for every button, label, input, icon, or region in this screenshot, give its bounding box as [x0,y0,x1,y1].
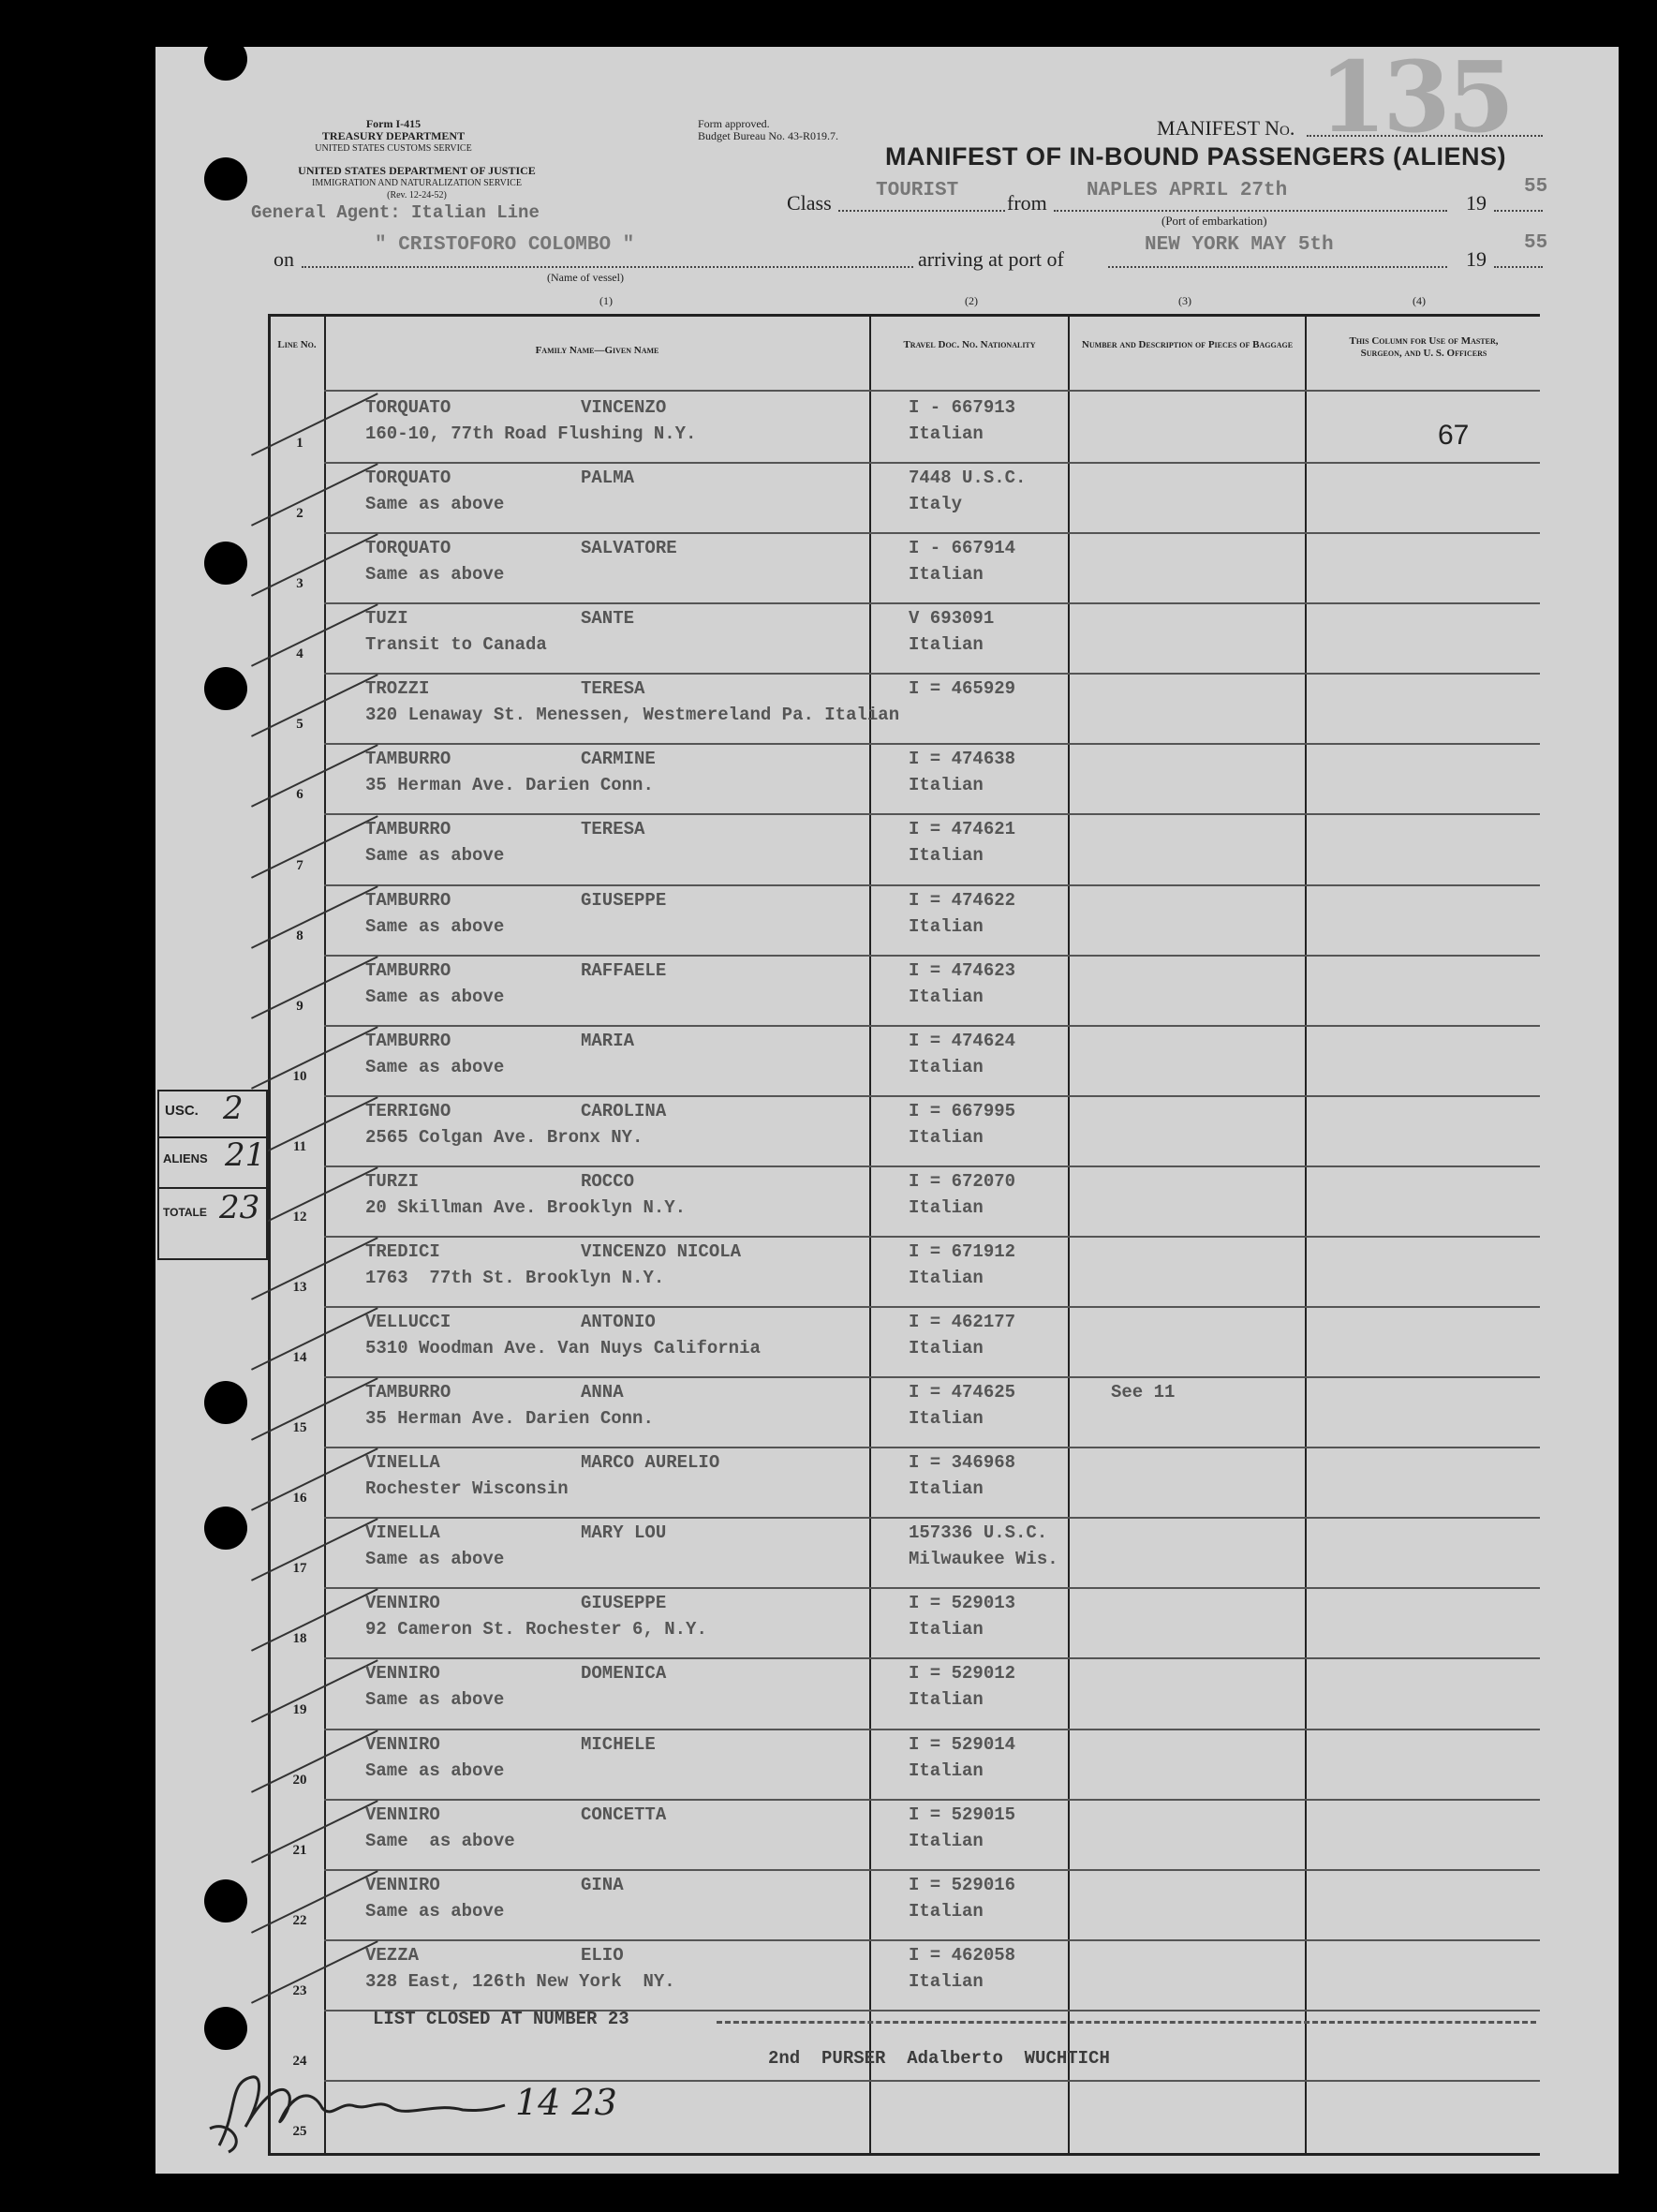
treasury-dept: TREASURY DEPARTMENT [321,129,466,142]
col-divider-line-no [324,314,326,2153]
class-line [838,210,1005,212]
class-label: Class [787,191,832,215]
given-name: SANTE [581,608,635,629]
family-name: VENNIRO [365,1875,440,1895]
row-divider [324,813,1540,815]
binder-hole [204,1507,247,1550]
family-name: VENNIRO [365,1663,440,1684]
given-name: CARMINE [581,749,656,769]
usc-label: USC. [165,1103,199,1119]
address: Same as above [365,1901,505,1922]
nationality: Italian [909,1268,984,1288]
travel-doc-number: I = 346968 [909,1452,1016,1473]
address: 320 Lenaway St. Menessen, Westmereland Pa. Italian [365,705,900,725]
line-number: 25 [292,2124,307,2139]
address: Same as above [365,916,505,937]
family-name: VINELLA [365,1452,440,1473]
manifest-stamp-number: 135 [1319,39,1512,155]
nationality: Italian [909,564,984,585]
nationality: Italian [909,1971,984,1992]
row-divider [324,743,1540,745]
family-name: TROZZI [365,678,430,699]
header-baggage: Number and Description of Pieces of Baggage [1081,339,1294,350]
line-number: 22 [292,1913,307,1928]
line-number: 13 [292,1280,307,1295]
row-divider [324,1799,1540,1801]
arriving-year-line [1494,266,1543,268]
aliens-label: ALIENS [163,1151,208,1165]
travel-doc-number: I = 462058 [909,1945,1016,1966]
purser-signature-line: 2nd PURSER Adalberto WUCHTICH [768,2048,1110,2069]
travel-doc-number: 157336 U.S.C. [909,1522,1048,1543]
nationality: Italian [909,1478,984,1499]
line-number: 12 [292,1210,307,1225]
family-name: TORQUATO [365,538,451,558]
family-name: TORQUATO [365,468,451,488]
line-number: 23 [292,1983,307,1998]
given-name: ROCCO [581,1171,635,1192]
family-name: VENNIRO [365,1593,440,1613]
binder-hole [204,37,247,81]
from-line [1054,210,1447,212]
header-travel-doc: Travel Doc. No. Nationality [903,339,1036,350]
form-approval [698,118,838,142]
col-divider-travel [1068,314,1070,2153]
line-number: 16 [292,1491,307,1506]
row-divider [324,1376,1540,1378]
address: Same as above [365,1057,505,1077]
arriving-value: NEW YORK MAY 5th [1145,234,1334,256]
nationality: Italian [909,987,984,1007]
given-name: MARCO AURELIO [581,1452,720,1473]
vessel-value: " CRISTOFORO COLOMBO " [375,234,635,256]
col-num-1: (1) [599,294,613,307]
nationality: Italian [909,775,984,795]
header-line-no: Line No. [277,339,317,350]
given-name: ANTONIO [581,1312,656,1332]
address: 92 Cameron St. Rochester 6, N.Y. [365,1619,707,1640]
nationality: Italian [909,916,984,937]
family-name: TAMBURRO [365,960,451,981]
line-number: 6 [296,787,303,802]
binder-hole [204,1381,247,1424]
given-name: CONCETTA [581,1804,667,1825]
family-name: TURZI [365,1171,420,1192]
family-name: TAMBURRO [365,1382,451,1403]
line-number: 8 [296,928,303,943]
travel-doc-number: I = 474623 [909,960,1016,981]
family-name: TORQUATO [365,397,451,418]
address: 1763 77th St. Brooklyn N.Y. [365,1268,665,1288]
row-divider [324,884,1540,886]
given-name: GIUSEPPE [581,890,667,911]
form-approved: Form approved. [698,117,770,130]
family-name: TERRIGNO [365,1101,451,1121]
col-num-3: (3) [1178,294,1191,307]
binder-hole [204,542,247,585]
customs-service: UNITED STATES CUSTOMS SERVICE [315,143,472,154]
form-revision: (Rev. 12-24-52) [387,190,447,200]
nationality: Italy [909,494,963,514]
nationality: Italian [909,1689,984,1710]
year-value: 55 [1524,176,1548,198]
given-name: GIUSEPPE [581,1593,667,1613]
nationality: Italian [909,1901,984,1922]
given-name: DOMENICA [581,1663,667,1684]
given-name: SALVATORE [581,538,677,558]
row-divider [324,1657,1540,1659]
travel-doc-number: I = 474621 [909,819,1016,839]
vessel-line [302,266,913,268]
family-name: TAMBURRO [365,819,451,839]
address: Same as above [365,494,505,514]
travel-doc-number: I = 529015 [909,1804,1016,1825]
table-border-left [268,314,271,2153]
baggage-note: See 11 [1111,1382,1176,1403]
nationality: Italian [909,1057,984,1077]
given-name: ELIO [581,1945,624,1966]
address: 35 Herman Ave. Darien Conn. [365,1408,654,1429]
given-name: CAROLINA [581,1101,667,1121]
arriving-year-value: 55 [1524,232,1548,254]
line-number: 5 [296,717,303,732]
line-number: 21 [292,1843,307,1858]
nationality: Italian [909,845,984,866]
nationality: Italian [909,1760,984,1781]
given-name: TERESA [581,678,645,699]
row-divider [324,462,1540,464]
given-name: VINCENZO NICOLA [581,1241,742,1262]
travel-doc-number: I = 529013 [909,1593,1016,1613]
row-divider [324,602,1540,604]
row-divider [324,673,1540,675]
address: 35 Herman Ave. Darien Conn. [365,775,654,795]
row-divider [324,1729,1540,1730]
row-divider [324,1025,1540,1027]
col-num-2: (2) [965,294,978,307]
given-name: GINA [581,1875,624,1895]
travel-doc-number: I = 462177 [909,1312,1016,1332]
row-divider [324,955,1540,957]
address: Same as above [365,564,505,585]
list-closed-note: LIST CLOSED AT NUMBER 23 [373,2009,629,2029]
given-name: TERESA [581,819,645,839]
address: Same as above [365,1689,505,1710]
address: Rochester Wisconsin [365,1478,569,1499]
given-name: VINCENZO [581,397,667,418]
row-divider [324,1095,1540,1097]
officer-note: 67 [1438,420,1470,451]
justice-dept: UNITED STATES DEPARTMENT OF JUSTICE [298,164,536,177]
line-number: 1 [296,436,303,451]
tally-box [157,1090,268,1260]
header-officers: This Column for Use of Master, Surgeon, and U. S. Officers [1349,335,1499,359]
header-name: Family Name—Given Name [535,345,659,356]
given-name: RAFFAELE [581,960,667,981]
line-number: 3 [296,576,303,591]
travel-doc-number: I = 529016 [909,1875,1016,1895]
line-number: 9 [296,999,303,1014]
nationality: Italian [909,634,984,655]
manifest-no-line [1307,135,1543,137]
line-number: 15 [292,1420,307,1435]
from-value: NAPLES APRIL 27th [1087,180,1288,201]
address: Same as above [365,845,505,866]
class-value: TOURIST [876,180,959,201]
address: 2565 Colgan Ave. Bronx NY. [365,1127,644,1148]
given-name: MICHELE [581,1734,656,1755]
address: Transit to Canada [365,634,547,655]
given-name: MARIA [581,1031,635,1051]
nationality: Italian [909,1619,984,1640]
handwritten-signature [200,2054,510,2157]
line-number: 24 [292,2054,307,2069]
nationality: Italian [909,1127,984,1148]
ins-service: IMMIGRATION AND NATURALIZATION SERVICE [312,178,522,188]
port-of-embarkation-label: (Port of embarkation) [1161,214,1267,228]
address: Same as above [365,1549,505,1569]
address: 160-10, 77th Road Flushing N.Y. [365,423,697,444]
family-name: TAMBURRO [365,1031,451,1051]
line-number: 10 [292,1069,307,1084]
travel-doc-number: I = 465929 [909,678,1016,699]
col-divider-baggage [1305,314,1307,2153]
travel-doc-number: I = 672070 [909,1171,1016,1192]
row-divider [324,1236,1540,1238]
travel-doc-number: I = 474638 [909,749,1016,769]
manifest-title: MANIFEST OF IN-BOUND PASSENGERS (ALIENS) [885,142,1507,171]
address: Same as above [365,1831,515,1851]
family-name: VINELLA [365,1522,440,1543]
travel-doc-number: I = 474622 [909,890,1016,911]
arriving-line [1108,266,1447,268]
from-label: from [1007,191,1047,215]
address: Same as above [365,987,505,1007]
travel-doc-number: I = 529012 [909,1663,1016,1684]
col-divider-name [869,314,871,2153]
family-name: TAMBURRO [365,890,451,911]
address: Same as above [365,1760,505,1781]
address: 5310 Woodman Ave. Van Nuys California [365,1338,761,1358]
family-name: VELLUCCI [365,1312,451,1332]
row-divider [324,1939,1540,1941]
manifest-table [268,314,1540,2156]
form-id: Form I-415 [365,117,422,130]
address: 20 Skillman Ave. Brooklyn N.Y. [365,1197,687,1218]
nationality: Italian [909,1338,984,1358]
line-number: 7 [296,858,303,873]
travel-doc-number: I - 667913 [909,397,1016,418]
year-prefix: 19 [1466,191,1487,215]
binder-hole [204,157,247,200]
on-label: on [274,247,294,271]
travel-doc-number: I = 474624 [909,1031,1016,1051]
row-divider [324,1165,1540,1167]
totale-count: 23 [219,1189,260,1226]
nationality: Italian [909,1197,984,1218]
form-agency-block [258,118,529,155]
col-num-4: (4) [1413,294,1426,307]
line-number: 11 [292,1139,307,1154]
year-line [1494,210,1543,212]
list-closed-dashes [717,2021,1536,2024]
nationality: Italian [909,423,984,444]
row-divider [324,1447,1540,1448]
travel-doc-number: 7448 U.S.C. [909,468,1027,488]
arriving-label: arriving at port of [918,247,1064,271]
row-divider [324,1517,1540,1519]
given-name: MARY LOU [581,1522,667,1543]
line-number: 14 [292,1350,307,1365]
totale-label: TOTALE [163,1206,207,1219]
family-name: VEZZA [365,1945,420,1966]
usc-count: 2 [223,1090,244,1127]
binder-hole [204,1879,247,1923]
given-name: PALMA [581,468,635,488]
binder-hole [204,667,247,710]
family-name: TUZI [365,608,408,629]
general-agent-stamp: General Agent: Italian Line [251,202,540,223]
nationality: Italian [909,1831,984,1851]
line-number: 20 [292,1773,307,1788]
aliens-count: 21 [225,1136,266,1174]
family-name: VENNIRO [365,1734,440,1755]
travel-doc-number: V 693091 [909,608,995,629]
binder-hole [204,2007,247,2050]
budget-bureau: Budget Bureau No. 43-R019.7. [698,129,838,142]
family-name: VENNIRO [365,1804,440,1825]
address: 328 East, 126th New York NY. [365,1971,675,1992]
nationality: Italian [909,1408,984,1429]
vessel-label: (Name of vessel) [547,271,624,284]
manifest-no-label: MANIFEST No. [1157,116,1295,140]
nationality: Milwaukee Wis. [909,1549,1058,1569]
row-divider [324,1587,1540,1589]
travel-doc-number: I - 667914 [909,538,1016,558]
line-number: 4 [296,646,303,661]
row-divider [324,1306,1540,1308]
line-number: 19 [292,1702,307,1717]
justice-block [258,165,576,201]
family-name: TAMBURRO [365,749,451,769]
given-name: ANNA [581,1382,624,1403]
travel-doc-number: I = 474625 [909,1382,1016,1403]
handwritten-count: 14 23 [515,2082,617,2123]
row-divider [324,1869,1540,1871]
travel-doc-number: I = 667995 [909,1101,1016,1121]
travel-doc-number: I = 671912 [909,1241,1016,1262]
row-divider [324,532,1540,534]
line-number: 18 [292,1631,307,1646]
line-number: 2 [296,506,303,521]
family-name: TREDICI [365,1241,440,1262]
line-number: 17 [292,1561,307,1576]
travel-doc-number: I = 529014 [909,1734,1016,1755]
header-divider [324,390,1540,392]
arriving-year-prefix: 19 [1466,247,1487,271]
